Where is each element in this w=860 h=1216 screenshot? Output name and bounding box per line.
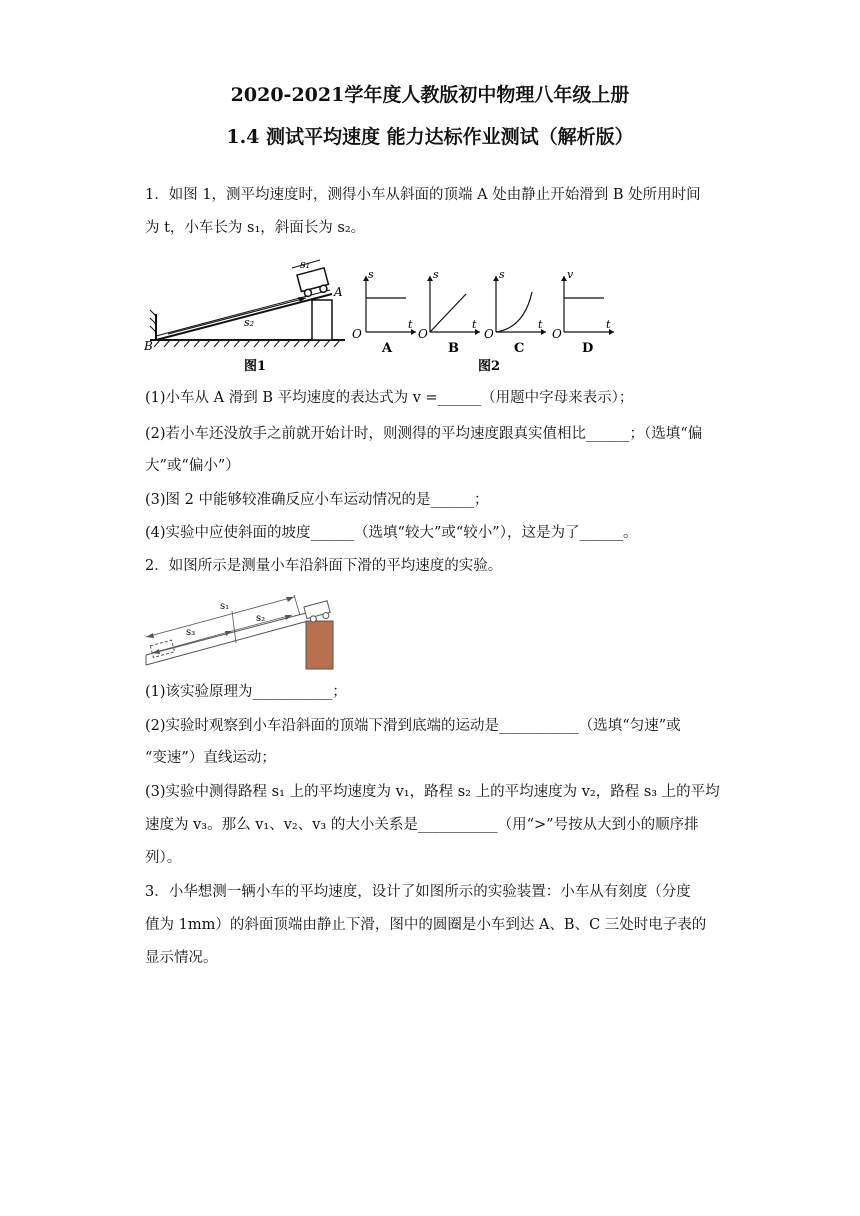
- graph-b-option: B: [448, 341, 459, 356]
- q2-support-block: [306, 621, 333, 669]
- q2-sub1: (1)该实验原理为___________；: [145, 684, 347, 700]
- graph-d-option: D: [582, 341, 594, 356]
- q3-stem-line1: 3．小华想测一辆小车的平均速度，设计了如图所示的实验装置：小车从有刻度（分度: [145, 884, 691, 900]
- q1-sub4: (4)实验中应使斜面的坡度______（选填“较大”或“较小”），这是为了______。: [145, 525, 638, 541]
- q2-sub2-line2: “变速”）直线运动；: [145, 750, 276, 766]
- q1-figure2: [348, 266, 628, 378]
- q2-figure: [140, 585, 340, 673]
- graph-a-option: A: [382, 341, 393, 356]
- fig1-label-a: A: [334, 285, 343, 299]
- q1-stem-line1: 1．如图 1，测平均速度时，测得小车从斜面的顶端 A 处由静止开始滑到 B 处所用时间: [145, 187, 701, 203]
- q3-stem-line3: 显示情况。: [145, 950, 218, 966]
- graph-c-x-label: t: [538, 318, 543, 331]
- graph-d-y-label: v: [567, 268, 574, 281]
- graph-d-x-label: t: [606, 318, 611, 331]
- q2-stem: 2．如图所示是测量小车沿斜面下滑的平均速度的实验。: [145, 558, 503, 574]
- q1-sub2-line2: 大”或“偏小”）: [145, 458, 240, 474]
- graph-c-option: C: [514, 341, 525, 356]
- graph-a-x-label: t: [408, 318, 413, 331]
- fig2-caption: 图2: [478, 359, 501, 374]
- q3-stem-line2: 值为 1mm）的斜面顶端由静止下滑，图中的圆圈是小车到达 A、B、C 三处时电子表的: [145, 917, 707, 933]
- q2-sub3-line1: (3)实验中测得路程 s₁ 上的平均速度为 v₁，路程 s₂ 上的平均速度为 v₂，路程 s₃ 上的平均: [145, 784, 720, 800]
- graph-a-origin: O: [352, 327, 362, 341]
- fig1-s2-label: s₂: [244, 316, 255, 329]
- graph-c: [484, 268, 546, 356]
- document-title-line1: 2020-2021学年度人教版初中物理八年级上册: [230, 84, 630, 106]
- graph-b-origin: O: [418, 327, 428, 341]
- graph-a: [352, 268, 416, 356]
- q2-s3-label: s₃: [186, 627, 196, 638]
- graph-d: [552, 268, 614, 356]
- fig1-caption: 图1: [244, 359, 267, 374]
- graph-b-y-label: s: [433, 268, 439, 281]
- document-title-line2: 1.4 测试平均速度 能力达标作业测试（解析版）: [226, 126, 634, 148]
- q2-sub2-line1: (2)实验时观察到小车沿斜面的顶端下滑到底端的运动是___________（选填“匀速”或: [145, 718, 681, 734]
- graph-c-y-label: s: [499, 268, 505, 281]
- q1-figure1: [140, 252, 350, 377]
- q2-s2-label: s₂: [256, 613, 266, 624]
- q2-sub3-line3: 列）。: [145, 850, 182, 866]
- q2-s1-label: s₁: [220, 601, 230, 612]
- q1-sub1: (1)小车从 A 滑到 B 平均速度的表达式为 v =______（用题中字母来表示）；: [145, 390, 634, 406]
- q1-sub2-line1: (2)若小车还没放手之前就开始计时，则测得的平均速度跟真实值相比______；（选填“偏: [145, 426, 703, 442]
- q1-stem-line2: 为 t，小车长为 s₁，斜面长为 s₂。: [145, 220, 366, 236]
- q1-sub3: (3)图 2 中能够较准确反应小车运动情况的是______；: [145, 492, 489, 508]
- graph-b: [418, 268, 480, 356]
- fig1-s1-label: s₁: [300, 258, 311, 271]
- graph-a-y-label: s: [368, 268, 374, 281]
- graph-d-origin: O: [552, 327, 562, 341]
- q2-sub3-line2: 速度为 v₃。那么 v₁、v₂、v₃ 的大小关系是___________（用“>”号按从大到小的顺序排: [145, 817, 699, 833]
- fig1-label-b: B: [144, 339, 153, 353]
- graph-b-x-label: t: [472, 318, 477, 331]
- graph-c-origin: O: [484, 327, 494, 341]
